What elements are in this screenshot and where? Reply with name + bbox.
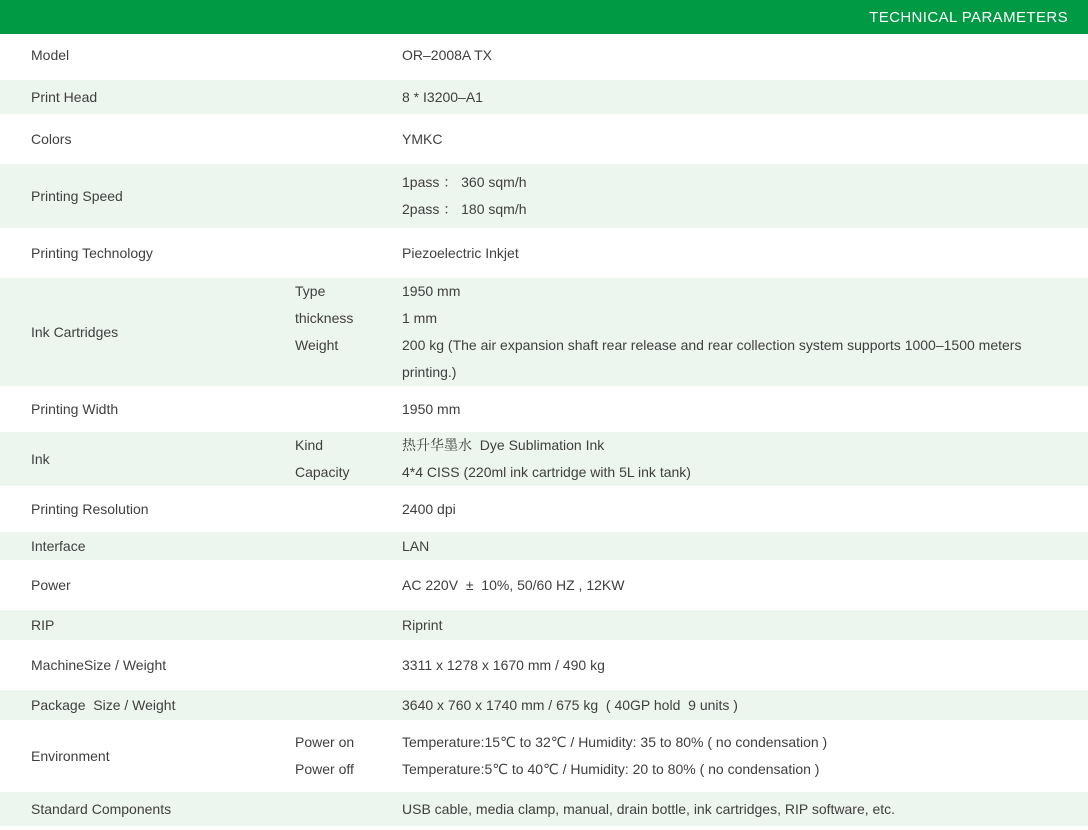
row-values [295,496,1072,523]
spec-sub-label: Weight [295,337,339,353]
row-label: Ink Cartridges [31,324,119,340]
table-row [0,490,1088,528]
spec-line [295,196,1072,223]
row-label: RIP [31,617,55,633]
spec-value: 4*4 CISS (220ml ink cartridge with 5L ink tank) [402,464,691,480]
table-row [0,724,1088,788]
spec-value: 2400 dpi [402,500,456,517]
row-label: Package Size / Weight [31,697,176,713]
spec-sub-label [295,169,402,196]
row-label: Printing Width [31,401,119,417]
spec-line [295,396,1072,423]
table-row [0,34,1088,76]
row-label: Standard Components [31,801,172,817]
table-row [0,390,1088,428]
spec-sub-label: Type [295,283,326,299]
spec-line [295,305,1072,332]
spec-value: 8 * I3200–A1 [402,88,483,105]
spec-line [295,692,1072,719]
spec-value: Piezoelectric Inkjet [402,244,519,261]
spec-line [295,729,1072,756]
spec-sub-label [295,496,402,523]
table-row [0,644,1088,686]
row-label: Print Head [31,89,98,105]
spec-line [295,432,1072,459]
spec-value: 1950 mm [402,400,461,417]
spec-value: YMKC [402,130,443,147]
spec-sub-label: Kind [295,437,324,453]
spec-line [295,796,1072,823]
spec-line [295,332,1072,386]
row-label: Printing Speed [31,188,123,204]
spec-value: 200 kg (The air expansion shaft rear release and rear collection system supports 1000–1500 meters printing.) [402,337,1026,380]
spec-value: 热升华墨水 Dye Sublimation Ink [402,437,605,453]
spec-line [295,169,1072,196]
spec-line [295,459,1072,486]
spec-line [295,42,1072,69]
spec-sub-label [295,42,402,69]
row-values [295,572,1072,599]
spec-value: OR–2008A TX [402,46,493,63]
table-row [0,232,1088,274]
row-label: Printing Resolution [31,501,149,517]
row-values [295,396,1072,423]
table-row [0,428,1088,490]
spec-line [295,612,1072,639]
row-values [295,729,1072,783]
row-label: Power [31,577,71,593]
row-values [295,240,1072,267]
row-values [295,432,1072,486]
spec-line [295,496,1072,523]
spec-sub-label [295,84,402,111]
spec-line [295,84,1072,111]
row-label: Interface [31,538,86,554]
table-row [0,160,1088,232]
spec-line [295,240,1072,267]
spec-value: USB cable, media clamp, manual, drain bottle, ink cartridges, RIP software, etc. [402,800,896,817]
spec-sub-label [295,196,402,223]
table-row [0,118,1088,160]
spec-value: 2pass ： 180 sqm/h [402,201,527,217]
spec-sub-label [295,796,402,823]
spec-table [0,34,1088,830]
spec-sub-label: Power off [295,761,354,777]
spec-line [295,278,1072,305]
spec-value: Riprint [402,616,443,633]
spec-sub-label: Capacity [295,464,350,480]
spec-value: 3640 x 760 x 1740 mm / 675 kg ( 40GP hold 9 units ) [402,696,738,713]
table-row [0,564,1088,606]
row-values [295,126,1072,153]
spec-line [295,533,1072,560]
spec-sub-label [295,533,402,560]
row-label: Printing Technology [31,245,153,261]
spec-sub-label [295,692,402,719]
row-values [295,652,1072,679]
spec-value: Temperature:15℃ to 32℃ / Humidity: 35 to 80% ( no condensation ) [402,734,828,750]
spec-line [295,572,1072,599]
row-values [295,612,1072,639]
spec-sub-label [295,240,402,267]
spec-value: 1 mm [402,310,437,326]
table-row [0,686,1088,724]
page-title: TECHNICAL PARAMETERS [869,8,1068,26]
row-label: Environment [31,748,110,764]
row-values [295,692,1072,719]
row-values [295,169,1072,223]
table-row [0,528,1088,564]
table-row [0,274,1088,390]
row-values [295,42,1072,69]
spec-sub-label [295,572,402,599]
spec-value: 3311 x 1278 x 1670 mm / 490 kg [402,656,605,673]
table-row [0,606,1088,644]
table-row [0,76,1088,118]
spec-line [295,652,1072,679]
spec-line [295,756,1072,783]
spec-sub-label [295,396,402,423]
row-values [295,533,1072,560]
table-row [0,788,1088,830]
spec-sub-label [295,612,402,639]
spec-line [295,126,1072,153]
row-label: MachineSize / Weight [31,657,167,673]
row-label: Model [31,47,70,63]
spec-value: Temperature:5℃ to 40℃ / Humidity: 20 to 80% ( no condensation ) [402,761,820,777]
row-values [295,796,1072,823]
spec-value: 1pass ： 360 sqm/h [402,174,527,190]
spec-value: AC 220V ± 10%, 50/60 HZ , 12KW [402,576,625,593]
header-bar [0,0,1088,34]
row-label: Colors [31,131,72,147]
spec-sub-label [295,126,402,153]
row-values [295,278,1072,386]
spec-sub-label: thickness [295,310,354,326]
spec-value: LAN [402,537,430,554]
row-values [295,84,1072,111]
spec-value: 1950 mm [402,283,461,299]
spec-sub-label [295,652,402,679]
spec-sub-label: Power on [295,734,355,750]
row-label: Ink [31,451,50,467]
